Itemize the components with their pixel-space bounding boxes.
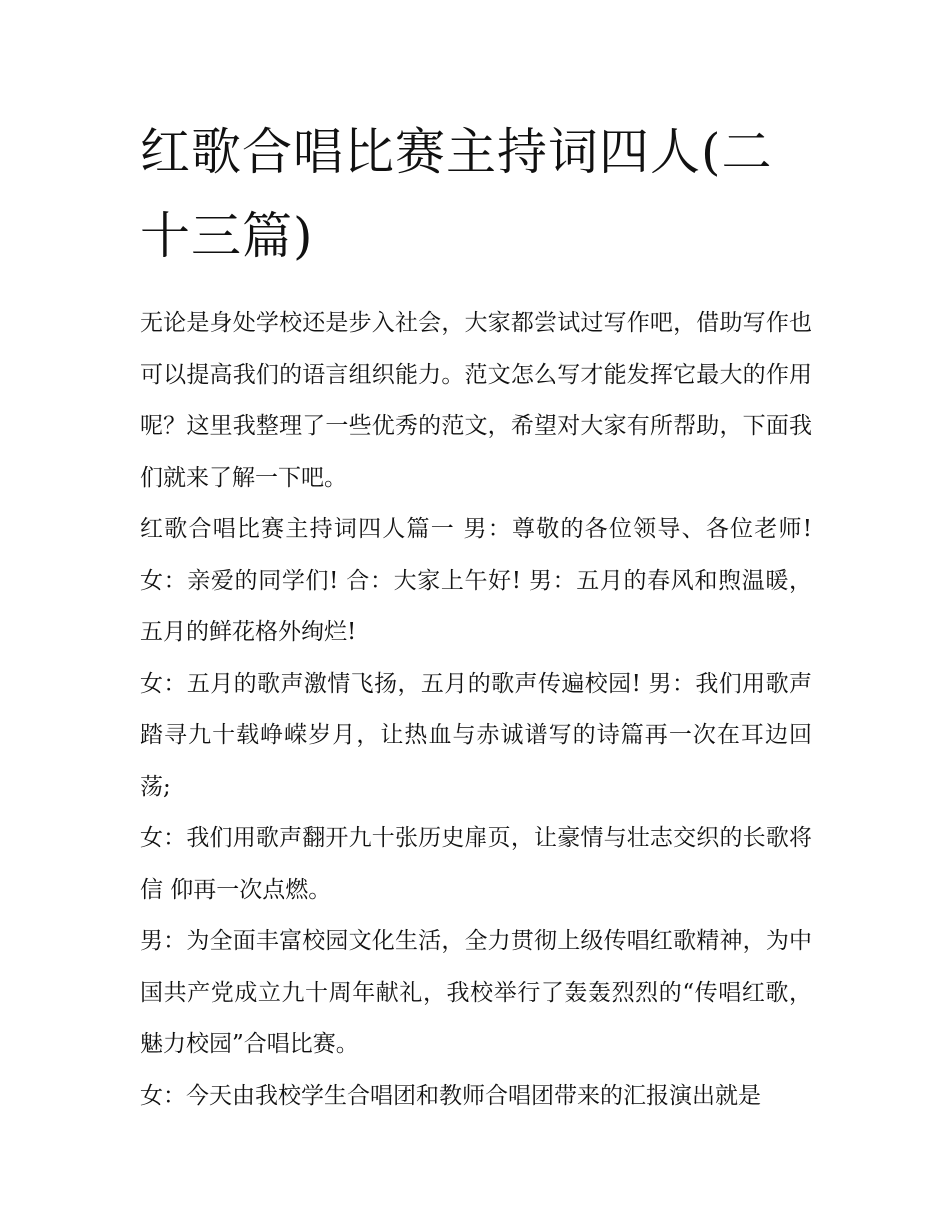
paragraph-event: 男：为全面丰富校园文化生活，全力贯彻上级传唱红歌精神，为中国共产党成立九十周年献礼，我校举行了轰轰烈烈的“传唱红歌，魅力校园”合唱比赛。 [140, 928, 812, 1057]
document-title: 红歌合唱比赛主持词四人(二十三篇) [140, 123, 773, 265]
paragraph-history: 女：我们用歌声翻开九十张历史扉页，让豪情与壮志交织的长歌将信 仰再一次点燃。 [140, 825, 812, 903]
paragraph-intro: 无论是身处学校还是步入社会，大家都尝试过写作吧，借助写作也可以提高我们的语言组织能力。范文怎么写才能发挥它最大的作用呢？这里我整理了一些优秀的范文，希望对大家有所帮助，下面我们就来了解一下吧。 [140, 310, 812, 491]
paragraph-songs: 女：五月的歌声激情飞扬，五月的歌声传遍校园! 男：我们用歌声踏寻九十载峥嵘岁月，让热血与赤诚谱写的诗篇再一次在耳边回荡; [140, 670, 812, 800]
paragraph-opening: 红歌合唱比赛主持词四人篇一 男：尊敬的各位领导、各位老师! 女：亲爱的同学们! 合：大家上午好! 男：五月的春风和煦温暖，五月的鲜花格外绚烂! [140, 516, 812, 645]
paragraph-performance: 女：今天由我校学生合唱团和教师合唱团带来的汇报演出就是 [140, 1082, 761, 1109]
document-page [140, 110, 812, 1122]
